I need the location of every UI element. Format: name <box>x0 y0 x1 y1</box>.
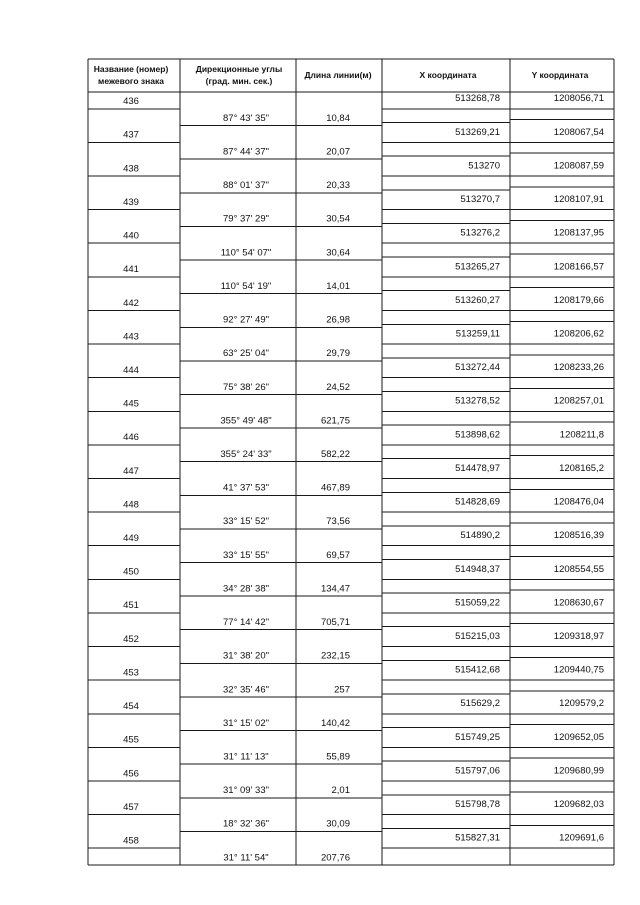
direction-angle: 75° 38' 26" <box>223 381 269 393</box>
y-coordinate: 1208257,01 <box>553 395 604 407</box>
y-coordinate: 1209579,2 <box>559 698 604 710</box>
line-length: 10,84 <box>326 112 350 124</box>
direction-angle: 31° 11' 13" <box>223 751 269 763</box>
point-name: 446 <box>123 432 139 444</box>
x-coordinate: 514828,69 <box>455 496 500 508</box>
point-name: 458 <box>123 835 139 847</box>
y-coordinate: 1208206,62 <box>553 328 604 340</box>
x-coordinate: 515797,06 <box>455 765 500 777</box>
line-length: 467,89 <box>320 482 350 494</box>
header-length: Длина линии(м) <box>304 70 372 80</box>
point-name: 437 <box>123 129 139 141</box>
direction-angle: 63° 25' 04" <box>223 348 269 360</box>
line-length: 257 <box>334 684 350 696</box>
x-coordinate: 513259,11 <box>455 328 500 340</box>
line-length: 232,15 <box>320 650 350 662</box>
y-coordinate: 1208067,54 <box>553 126 604 138</box>
header-name-line-2: межевого знака <box>98 76 164 86</box>
y-coordinate: 1209440,75 <box>553 664 604 676</box>
y-coordinate: 1208233,26 <box>553 362 604 374</box>
x-coordinate: 513276,2 <box>460 227 500 239</box>
direction-angle: 110° 54' 07" <box>220 247 272 259</box>
header-angle-line-1: Дирекционные углы <box>195 64 283 74</box>
x-coordinate: 515215,03 <box>455 630 500 642</box>
point-name: 443 <box>123 331 139 343</box>
line-length: 26,98 <box>326 314 350 326</box>
direction-angle: 32° 35' 46" <box>223 684 269 696</box>
y-coordinate: 1208107,91 <box>553 194 604 206</box>
direction-angle: 31° 38' 20" <box>223 650 269 662</box>
direction-angle: 87° 43' 35" <box>223 112 269 124</box>
y-coordinate: 1209680,99 <box>553 765 604 777</box>
y-coordinate: 1208630,67 <box>553 597 604 609</box>
y-coordinate: 1208554,55 <box>553 563 604 575</box>
point-name: 438 <box>123 163 139 175</box>
x-coordinate: 514890,2 <box>460 530 500 542</box>
point-name: 445 <box>123 398 139 410</box>
line-length: 30,54 <box>326 213 350 225</box>
x-coordinate: 513278,52 <box>455 395 500 407</box>
point-name: 451 <box>123 600 139 612</box>
line-length: 20,33 <box>326 180 350 192</box>
point-name: 450 <box>123 566 139 578</box>
line-length: 69,57 <box>326 549 350 561</box>
x-coordinate: 513265,27 <box>455 261 500 273</box>
y-coordinate: 1208179,66 <box>553 294 604 306</box>
point-name: 453 <box>123 667 139 679</box>
y-coordinate: 1209691,6 <box>559 832 604 844</box>
point-name: 442 <box>123 297 139 309</box>
x-coordinate: 515827,31 <box>455 832 500 844</box>
x-coordinate: 515629,2 <box>460 698 500 710</box>
line-length: 20,07 <box>326 146 350 158</box>
point-name: 454 <box>123 701 139 713</box>
y-coordinate: 1208137,95 <box>553 227 604 239</box>
x-coordinate: 513272,44 <box>455 362 500 374</box>
direction-angle: 79° 37' 29" <box>223 213 269 225</box>
line-length: 705,71 <box>320 617 350 629</box>
direction-angle: 41° 37' 53" <box>223 482 269 494</box>
direction-angle: 87° 44' 37" <box>223 146 269 158</box>
line-length: 55,89 <box>326 751 350 763</box>
x-coordinate: 514948,37 <box>455 563 500 575</box>
y-coordinate: 1209318,97 <box>553 630 604 642</box>
point-name: 436 <box>123 96 139 108</box>
point-name: 455 <box>123 734 139 746</box>
direction-angle: 92° 27' 49" <box>223 314 269 326</box>
x-coordinate: 515059,22 <box>455 597 500 609</box>
line-length: 30,09 <box>326 818 350 830</box>
y-coordinate: 1209682,03 <box>553 799 604 811</box>
x-coordinate: 513270,7 <box>460 194 500 206</box>
direction-angle: 33° 15' 55" <box>223 549 269 561</box>
direction-angle: 77° 14' 42" <box>223 617 269 629</box>
x-coordinate: 515749,25 <box>455 731 500 743</box>
point-name: 447 <box>123 465 139 477</box>
line-length: 24,52 <box>326 381 350 393</box>
direction-angle: 355° 24' 33" <box>220 448 272 460</box>
line-length: 30,64 <box>326 247 350 259</box>
direction-angle: 31° 11' 54" <box>223 852 269 864</box>
y-coordinate: 1208211,8 <box>559 429 604 441</box>
point-name: 452 <box>123 633 139 645</box>
point-name: 440 <box>123 230 139 242</box>
line-length: 2,01 <box>331 785 350 797</box>
line-length: 582,22 <box>320 448 350 460</box>
line-length: 29,79 <box>326 348 350 360</box>
point-name: 441 <box>123 264 139 276</box>
direction-angle: 34° 28' 38" <box>223 583 269 595</box>
point-name: 457 <box>123 801 139 813</box>
line-length: 73,56 <box>326 516 350 528</box>
x-coordinate: 513260,27 <box>455 294 500 306</box>
x-coordinate: 514478,97 <box>455 462 500 474</box>
x-coordinate: 513268,78 <box>455 93 500 105</box>
y-coordinate: 1208476,04 <box>553 496 604 508</box>
line-length: 140,42 <box>320 717 350 729</box>
y-coordinate: 1209652,05 <box>553 731 604 743</box>
line-length: 207,76 <box>320 852 350 864</box>
line-length: 134,47 <box>320 583 350 595</box>
header-x-coordinate: X координата <box>419 70 477 80</box>
y-coordinate: 1208516,39 <box>553 530 604 542</box>
y-coordinate: 1208056,71 <box>553 93 604 105</box>
direction-angle: 31° 15' 02" <box>223 717 269 729</box>
direction-angle: 355° 49' 48" <box>220 415 272 427</box>
table-header <box>94 64 589 86</box>
direction-angle: 33° 15' 52" <box>223 516 269 528</box>
direction-angle: 31° 09' 33" <box>223 785 269 797</box>
direction-angle: 88° 01' 37" <box>223 180 269 192</box>
point-name: 444 <box>123 364 139 376</box>
x-coordinate: 513269,21 <box>455 126 500 138</box>
y-coordinate: 1208087,59 <box>553 160 604 172</box>
point-name: 448 <box>123 499 139 511</box>
line-length: 621,75 <box>320 415 350 427</box>
point-name: 439 <box>123 196 139 208</box>
line-length: 14,01 <box>326 280 350 292</box>
point-name: 449 <box>123 533 139 545</box>
direction-angle: 18° 32' 36" <box>223 818 269 830</box>
x-coordinate: 513270 <box>468 160 500 172</box>
header-angle-line-2: (град. мин. сек.) <box>205 76 273 86</box>
x-coordinate: 515412,68 <box>455 664 500 676</box>
point-name: 456 <box>123 768 139 780</box>
y-coordinate: 1208166,57 <box>553 261 604 273</box>
x-coordinate: 513898,62 <box>455 429 500 441</box>
header-y-coordinate: Y координата <box>531 70 589 80</box>
y-coordinate: 1208165,2 <box>559 462 604 474</box>
table-grid <box>88 59 614 865</box>
x-coordinate: 515798,78 <box>455 799 500 811</box>
direction-angle: 110° 54' 19" <box>220 280 272 292</box>
header-name-line-1: Название (номер) <box>93 64 169 74</box>
